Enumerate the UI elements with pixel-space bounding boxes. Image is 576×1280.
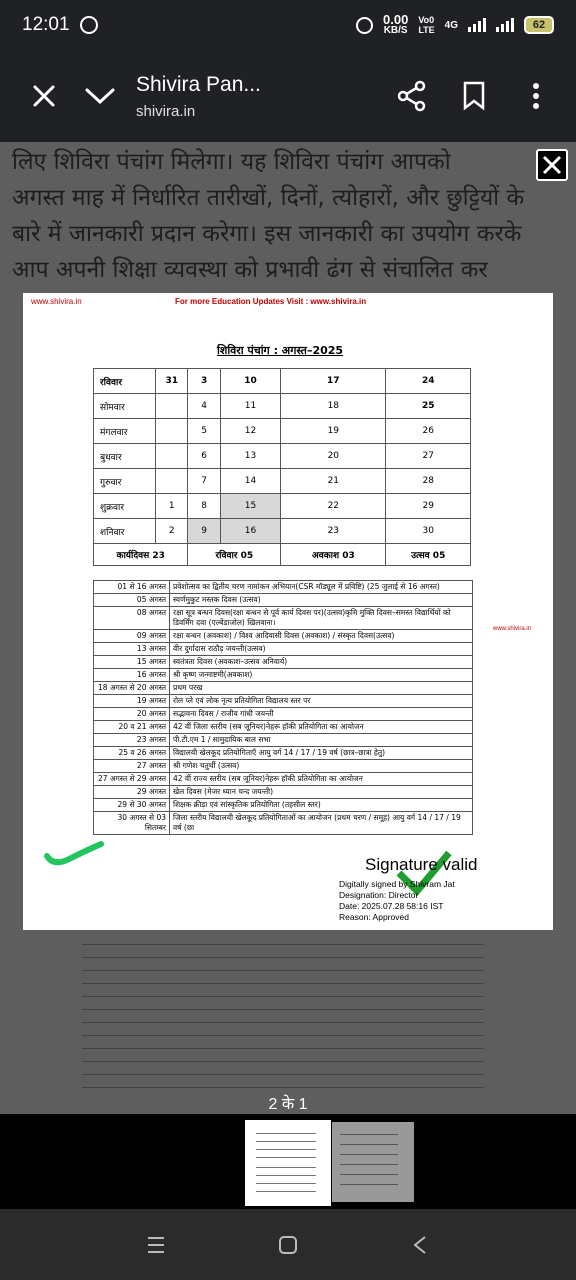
event-date: 29 अगस्त <box>94 786 170 799</box>
event-row <box>94 760 473 773</box>
events-table <box>93 580 473 835</box>
event-text: प्रवेशोत्सव का द्वितीय चरण नामांकन अभियान(CSR मॉड्यूल में प्रविष्टि) (25 जुलाई से 16 अगस्त) <box>170 581 473 594</box>
calendar-cell: 8 <box>188 494 220 519</box>
signature-line: Designation: Director <box>339 890 419 900</box>
calendar-cell: 11 <box>220 394 280 419</box>
event-date: 15 अगस्त <box>94 656 170 669</box>
event-text: जिला स्तरीय विद्यालयी खेलकूद प्रतियोगिताओं का आयोजन (प्रथम चरण / समूह) आयु वर्ग 14 / 17 / 19 वर्ष (छा <box>170 812 473 835</box>
calendar-header-row <box>94 369 471 394</box>
calendar-row <box>94 494 471 519</box>
signature-line: Date: 2025.07.28 58:16 IST <box>339 901 444 911</box>
calendar-summary-row <box>94 544 471 566</box>
event-row <box>94 581 473 594</box>
system-nav-bar <box>0 1209 576 1280</box>
event-text: शिक्षक क्रीड़ा एवं सांस्कृतिक प्रतियोगिता (तहसील स्तर) <box>170 799 473 812</box>
article-line: बारे में जानकारी प्रदान करेगा। इस जानकारी का उपयोग करके <box>12 221 522 247</box>
calendar-cell: रविवार <box>94 369 156 394</box>
alarm-icon <box>356 17 373 34</box>
signal-icon-2 <box>496 18 514 32</box>
calendar-cell: 27 <box>386 444 471 469</box>
status-bar <box>0 0 576 50</box>
chevron-down-icon[interactable] <box>72 68 128 124</box>
calendar-cell: 26 <box>386 419 471 444</box>
calendar-cell: बुधवार <box>94 444 156 469</box>
page-indicator: 2 के 1 <box>268 1096 308 1113</box>
calendar-cell: मंगलवार <box>94 419 156 444</box>
signature-line: Reason: Approved <box>339 912 409 922</box>
event-date: 13 अगस्त <box>94 643 170 656</box>
event-date: 27 अगस्त से 29 अगस्त <box>94 773 170 786</box>
event-date: 16 अगस्त <box>94 669 170 682</box>
more-vert-icon[interactable] <box>508 68 564 124</box>
network-speed: 0.00 KB/S <box>383 12 409 36</box>
article-line: अगस्त माह में निर्धारित तारीखों, दिनों, त्योहारों, और छुट्टियों के <box>12 185 525 211</box>
event-date: 20 व 21 अगस्त <box>94 721 170 734</box>
battery-icon: 62 <box>524 16 554 34</box>
calendar-cell: 28 <box>386 469 471 494</box>
article-line: आप अपनी शिक्षा व्यवस्था को प्रभावी ढंग से संचालित कर <box>12 257 488 283</box>
calendar-row <box>94 419 471 444</box>
event-text: 42 वीं जिला स्तरीय (सब जूनियर)नेहरू हॉकी प्रतियोगिता का आयोजन <box>170 721 473 734</box>
calendar-cell: गुरुवार <box>94 469 156 494</box>
festivals-count: उत्सव 05 <box>386 544 471 566</box>
calendar-cell: 30 <box>386 519 471 544</box>
event-row <box>94 594 473 607</box>
dimmed-page <box>0 142 576 1114</box>
recents-icon[interactable] <box>145 1234 167 1256</box>
ghost-page-behind <box>82 932 484 1112</box>
event-row <box>94 786 473 799</box>
event-row <box>94 682 473 695</box>
signature-line: Digitally signed by Shivram Jat <box>339 879 455 889</box>
calendar-row <box>94 394 471 419</box>
event-date: 23 अगस्त <box>94 734 170 747</box>
document-image[interactable] <box>23 293 553 930</box>
calendar-cell: 12 <box>220 419 280 444</box>
calendar-cell: 7 <box>188 469 220 494</box>
article-line: लिए शिविरा पंचांग मिलेगा। यह शिविरा पंचांग आपको <box>12 149 451 175</box>
working-days-count: कार्यदिवस 23 <box>94 544 188 566</box>
network-type: 4G <box>444 19 458 31</box>
doc-promo-label: For more Education Updates Visit : www.shivira.in <box>175 297 367 306</box>
calendar-cell: 18 <box>281 394 386 419</box>
calendar-cell: 13 <box>220 444 280 469</box>
event-date: 30 अगस्त से 03 सितम्बर <box>94 812 170 835</box>
event-text: विद्यालयी खेलकूद प्रतियोगिताएँ आयु वर्ग 14 / 17 / 19 वर्ष (छात्र–छात्रा हेतु) <box>170 747 473 760</box>
calendar-cell <box>156 444 188 469</box>
calendar-cell <box>156 469 188 494</box>
event-date: 08 अगस्त <box>94 607 170 630</box>
event-row <box>94 734 473 747</box>
calendar-cell: 17 <box>281 369 386 394</box>
event-row <box>94 643 473 656</box>
event-text: 42 वीं राज्य स्तरीय (सब जूनियर)नेहरू हॉकी प्रतियोगिता का आयोजन <box>170 773 473 786</box>
event-text: रोल प्ले एवं लोक नृत्य प्रतियोगिता विद्यालय स्तर पर <box>170 695 473 708</box>
event-date: 05 अगस्त <box>94 594 170 607</box>
calendar-cell <box>156 394 188 419</box>
background-article <box>12 144 572 288</box>
event-row <box>94 695 473 708</box>
event-date: 01 से 16 अगस्त <box>94 581 170 594</box>
event-row <box>94 607 473 630</box>
event-text: प्रथम परख <box>170 682 473 695</box>
event-text: स्वतंत्रता दिवस (अवकाश–उत्सव अनिवार्य) <box>170 656 473 669</box>
event-row <box>94 630 473 643</box>
doc-site-label: www.shivira.in <box>31 297 82 306</box>
calendar-cell: 4 <box>188 394 220 419</box>
event-row <box>94 799 473 812</box>
calendar-cell: 24 <box>386 369 471 394</box>
status-time: 12:01 <box>22 14 70 35</box>
event-text: श्री गणेश चतुर्थी (उत्सव) <box>170 760 473 773</box>
home-icon[interactable] <box>277 1234 299 1256</box>
event-row <box>94 708 473 721</box>
event-date: 27 अगस्त <box>94 760 170 773</box>
close-icon <box>541 154 563 176</box>
volte-indicator: Vo0 LTE <box>418 15 435 35</box>
event-row <box>94 669 473 682</box>
calendar-cell: 31 <box>156 369 188 394</box>
event-date: 09 अगस्त <box>94 630 170 643</box>
thumbnail-page-2[interactable] <box>332 1122 414 1202</box>
event-text: रक्षा बन्धन (अवकाश) / विश्व आदिवासी दिवस (अवकाश) / संस्कृत दिवस(उत्सव) <box>170 630 473 643</box>
handdrawn-check-icon <box>43 840 105 868</box>
calendar-table <box>93 368 471 566</box>
calendar-cell: 2 <box>156 519 188 544</box>
holidays-count: अवकाश 03 <box>281 544 386 566</box>
page-url: shivira.in <box>136 102 196 120</box>
event-text: सद्भावना दिवस / राजीव गांधी जयन्ती <box>170 708 473 721</box>
whatsapp-icon <box>80 16 98 34</box>
calendar-cell: 22 <box>281 494 386 519</box>
signal-icon <box>468 18 486 32</box>
doc-side-site-label: www.shivira.in <box>493 626 532 632</box>
calendar-cell: 15 <box>220 494 280 519</box>
event-date: 18 अगस्त से 20 अगस्त <box>94 682 170 695</box>
calendar-cell: 19 <box>281 419 386 444</box>
sundays-count: रविवार 05 <box>188 544 281 566</box>
calendar-cell: 9 <box>188 519 220 544</box>
calendar-row <box>94 469 471 494</box>
calendar-row <box>94 519 471 544</box>
close-overlay-button[interactable] <box>536 149 568 181</box>
calendar-cell: 20 <box>281 444 386 469</box>
page-title: Shivira Pan... <box>136 72 261 96</box>
calendar-cell: 14 <box>220 469 280 494</box>
calendar-cell: 16 <box>220 519 280 544</box>
bookmark-icon[interactable] <box>446 68 502 124</box>
event-date: 25 व 26 अगस्त <box>94 747 170 760</box>
calendar-row <box>94 444 471 469</box>
calendar-cell: 29 <box>386 494 471 519</box>
calendar-cell: शनिवार <box>94 519 156 544</box>
event-text: पी.टी.एम 1 / सामुदायिक बाल सभा <box>170 734 473 747</box>
event-date: 29 से 30 अगस्त <box>94 799 170 812</box>
close-icon[interactable] <box>16 68 72 124</box>
toolbar-titles <box>136 73 384 120</box>
back-icon[interactable] <box>409 1234 431 1256</box>
calendar-cell: 3 <box>188 369 220 394</box>
calendar-cell <box>156 419 188 444</box>
event-text: रक्षा सूत्र बन्धन दिवस(रक्षा बन्धन से पूर्व कार्य दिवस पर)(उत्सव)कृमि मुक्ति दिवस–समस्त विद्यार्थियों को डिवर्मिंग दवा (एल्बेंडाजोल) खिलवाना। <box>170 607 473 630</box>
event-text: स्वर्णमुकुट मस्तक दिवस (उत्सव) <box>170 594 473 607</box>
calendar-cell: 6 <box>188 444 220 469</box>
calendar-cell: 25 <box>386 394 471 419</box>
share-icon[interactable] <box>384 68 440 124</box>
event-row <box>94 773 473 786</box>
calendar-cell: शुक्रवार <box>94 494 156 519</box>
calendar-cell: 23 <box>281 519 386 544</box>
event-date: 20 अगस्त <box>94 708 170 721</box>
calendar-cell: सोमवार <box>94 394 156 419</box>
viewer-toolbar <box>0 50 576 142</box>
thumbnail-page-1[interactable] <box>245 1120 331 1206</box>
event-text: श्री कृष्ण जन्माष्टमी(अवकाश) <box>170 669 473 682</box>
event-text: खेल दिवस (मेजर ध्यान चन्द जयन्ती) <box>170 786 473 799</box>
event-row <box>94 721 473 734</box>
status-icons <box>356 14 554 36</box>
event-date: 19 अगस्त <box>94 695 170 708</box>
event-row <box>94 656 473 669</box>
event-row <box>94 747 473 760</box>
calendar-cell: 5 <box>188 419 220 444</box>
calendar-cell: 10 <box>220 369 280 394</box>
calendar-cell: 1 <box>156 494 188 519</box>
calendar-cell: 21 <box>281 469 386 494</box>
thumbnail-strip <box>0 1114 576 1209</box>
event-row <box>94 812 473 835</box>
signature-status: Signature valid <box>365 855 478 874</box>
doc-title: शिविरा पंचांग : अगस्त–2025 <box>217 344 344 357</box>
event-text: वीर दुर्गादास राठौड़ जयन्ती(उत्सव) <box>170 643 473 656</box>
